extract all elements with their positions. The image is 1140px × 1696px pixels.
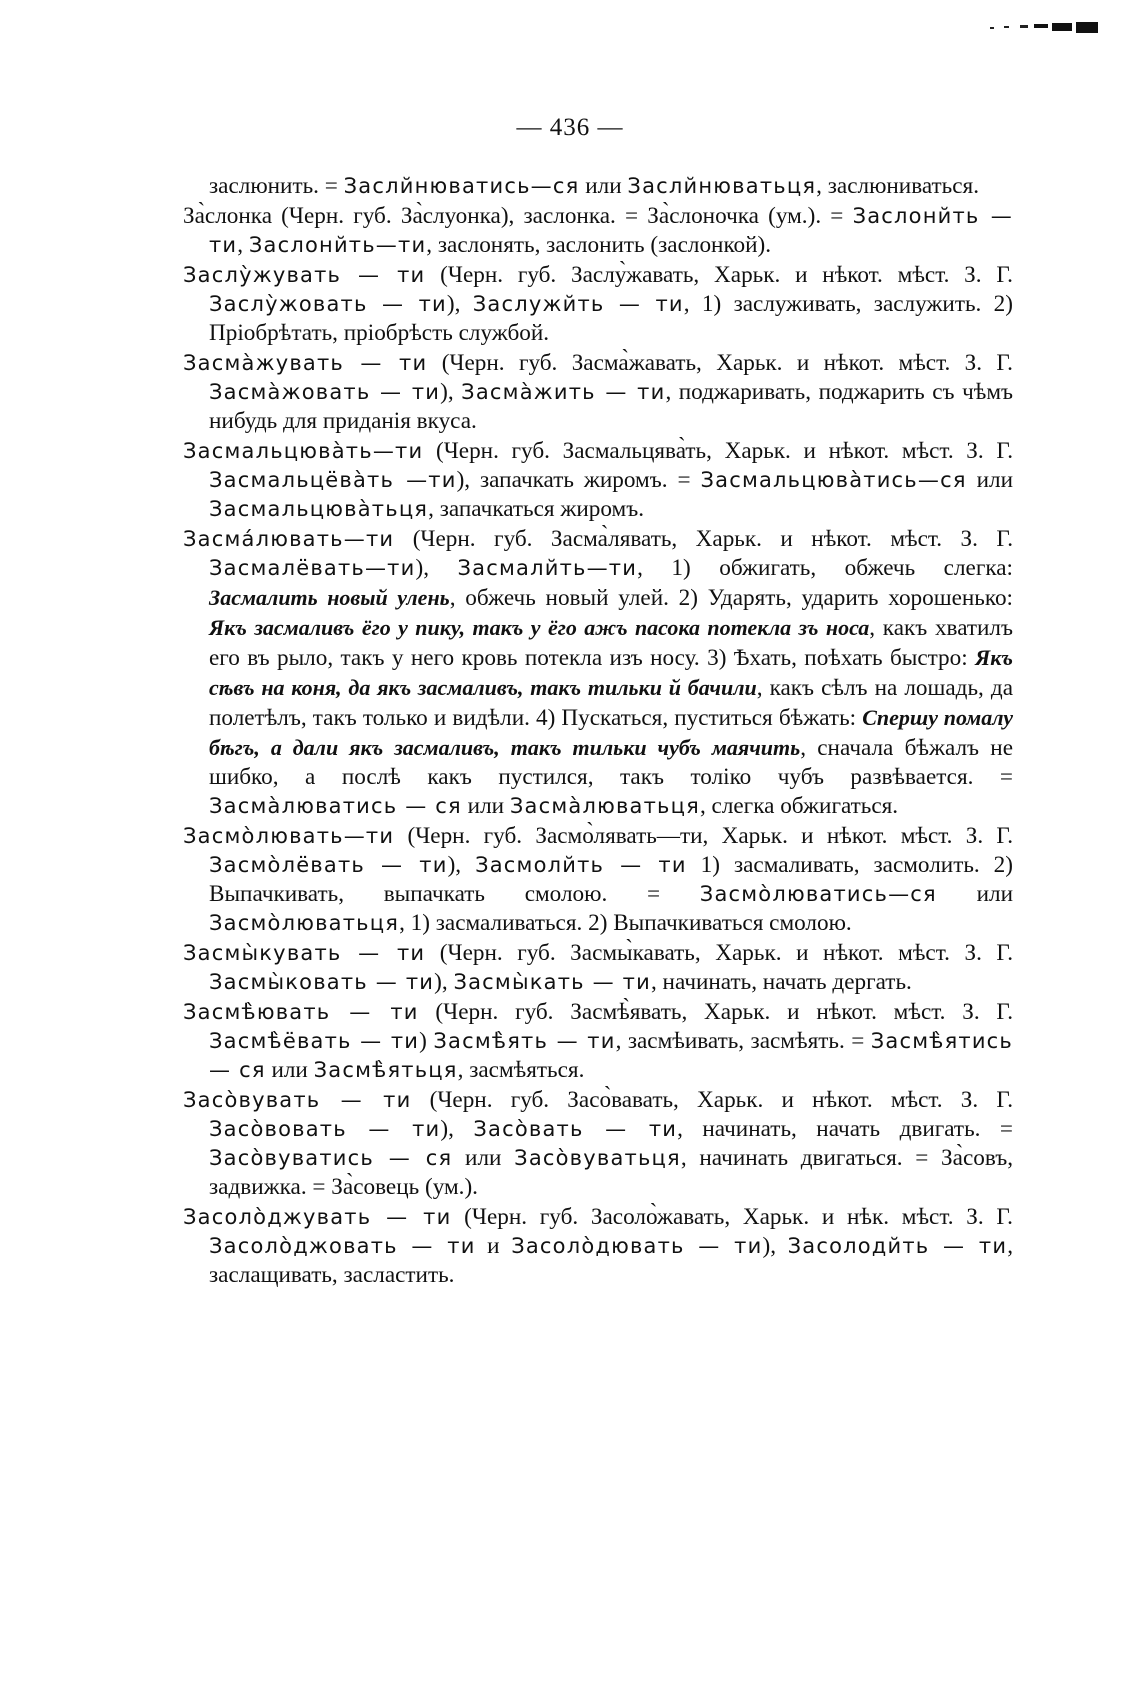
dictionary-entry [183, 349, 1013, 436]
scan-artifact-mark [990, 22, 1100, 36]
headword: Засмѣ̀ять — ти [433, 1029, 616, 1053]
headword: Засма̀жувать — ти [183, 351, 428, 375]
headword: Заслйнюватись—ся [343, 174, 580, 198]
entry-text: , начинать, начать дергать. [650, 969, 912, 995]
headword: Засмолйть — ти [475, 853, 687, 877]
entry-text: , заслонять, заслонить (заслонкой). [426, 232, 772, 258]
dictionary-text [183, 172, 1013, 1290]
usage-example: Засмалить новый улень [209, 585, 450, 610]
dictionary-entry [183, 202, 1013, 260]
headword: Засмо̀люватьця [209, 911, 400, 935]
entry-text: ), [447, 852, 476, 878]
headword: Засмальцюва̀тьця [209, 497, 429, 521]
dictionary-entry [183, 525, 1013, 821]
entry-text: ) [419, 1028, 434, 1054]
entry-text: (Черн. губ. Засма̀лявать, Харьк. и нѣкот. мѣст. З. Г. [394, 526, 1013, 552]
entry-text: , [237, 232, 249, 258]
dictionary-entry [183, 939, 1013, 997]
headword: Засмальцёва̀ть —ти [209, 468, 457, 492]
headword: Засмы̀кать — ти [453, 970, 651, 994]
headword: Засмалйть—ти [457, 556, 638, 580]
headword: Засма̀люватьця [509, 794, 700, 818]
entry-text: ), [440, 1116, 474, 1142]
headword: Засмѣ̀ёвать — ти [209, 1029, 420, 1053]
entry-text: или [966, 467, 1013, 493]
headword: Заслу̀жувать — ти [183, 263, 426, 287]
entry-text: , заслащивать, засластить. [209, 1233, 1013, 1288]
headword: Засолодйть — ти [787, 1234, 1008, 1258]
entry-text: (Черн. губ. Засмо̀лявать—ти, Харьк. и нѣкот. мѣст. З. Г. [394, 823, 1013, 849]
entry-text: (Черн. губ. Заслу̀жавать, Харьк. и нѣкот. мѣст. З. Г. [425, 262, 1013, 288]
entry-text: 1) засмаливать, засмолить. 2) Выпачкивать, выпачкать смолою. = [209, 852, 1013, 907]
entry-text: ), [440, 379, 462, 405]
headword: Заслу̀жовать — ти [209, 292, 447, 316]
headword: Засмѣ̀ятись — ся [209, 1029, 1013, 1082]
dictionary-entry [183, 437, 1013, 524]
headword: Засоло̀джовать — ти [209, 1234, 476, 1258]
headword: Засмо̀люватись—ся [699, 882, 937, 906]
entry-text: , начинать, начать двигать. = [677, 1116, 1013, 1142]
headword: Заслужйть — ти [472, 292, 684, 316]
entry-text: , засмѣяться. [457, 1057, 585, 1083]
entry-text: или [452, 1145, 515, 1171]
headword: Заслонйть—ти [248, 233, 427, 257]
dictionary-entry [183, 998, 1013, 1085]
entry-text: , какъ хватилъ его въ рыло, такъ у него кровь потекла изъ носу. 3) Ѣхать, поѣхать быстро: [209, 615, 1013, 671]
headword: Засоло̀дювать — ти [511, 1234, 763, 1258]
dictionary-entry [183, 822, 1013, 938]
entry-text: или [265, 1057, 314, 1083]
headword: Засмо̀лёвать — ти [209, 853, 448, 877]
entry-text: заслюнить. = [209, 173, 344, 199]
usage-example: Якъ засмаливъ ёго у пику, такъ у ёго ажъ пасока потекла зъ носа [209, 615, 870, 640]
entry-text: ), [434, 969, 454, 995]
entry-text: ), [762, 1233, 788, 1259]
entry-text: , слегка обжигаться. [699, 793, 899, 819]
entry-text: (Черн. губ. Засо̀вавать, Харьк. и нѣкот. мѣст. З. Г. [411, 1087, 1013, 1113]
headword: Засо̀вуватьця [514, 1146, 681, 1170]
entry-text: , сначала бѣжалъ не шибко, а послѣ какъ пустился, такъ толіко чубъ развѣвается. = [209, 735, 1013, 790]
entry-text: ), запачкать жиромъ. = [456, 467, 701, 493]
headword: Засмо̀лювать—ти [183, 824, 395, 848]
headword: Засмалёвать—ти [209, 556, 416, 580]
entry-text: (Черн. губ. Засоло̀жавать, Харьк. и нѣк. мѣст. З. Г. [451, 1204, 1013, 1230]
entry-text: , 1) обжигать, обжечь слегка: [637, 555, 1013, 581]
headword: Засмы̀ковать — ти [209, 970, 435, 994]
headword: Засма̀люватись — ся [209, 794, 462, 818]
headword: Засма̀жовать — ти [209, 380, 441, 404]
entry-text: или [936, 881, 1014, 907]
usage-example: Якъ сѣвъ на коня, да якъ засмаливъ, такъ тильки й бачили [209, 645, 1013, 700]
headword: Заслонйть — ти [209, 204, 1013, 257]
dictionary-entry [183, 1203, 1013, 1290]
entry-text: За̀слонка (Черн. губ. За̀слуонка), заслонка. = За̀слоночка (ум.). = [183, 203, 853, 229]
entry-text: , 1) засмаливаться. 2) Выпачкиваться смолою. [399, 910, 852, 936]
entry-text: и [475, 1233, 512, 1259]
headword: Засо̀вать — ти [473, 1117, 678, 1141]
entry-text: , обжечь новый улей. 2) Ударять, ударить хорошенько: [449, 585, 1013, 611]
entry-text: , 1) заслуживать, заслужить. 2) Пріобрѣтать, пріобрѣсть службой. [209, 291, 1013, 346]
entry-text: , какъ сѣлъ на лошадь, да полетѣлъ, такъ только и видѣли. 4) Пускаться, пуститься бѣжать: [209, 675, 1013, 731]
headword: Засо̀вовать — ти [209, 1117, 441, 1141]
entry-text: ), [415, 555, 458, 581]
entry-text: (Черн. губ. Засмѣ̀явать, Харьк. и нѣкот. мѣст. З. Г. [418, 999, 1014, 1025]
headword: Засмы̀кувать — ти [183, 941, 426, 965]
headword: Засма́лювать—ти [183, 527, 395, 551]
headword: Засоло̀джувать — ти [183, 1205, 452, 1229]
entry-text: , начинать двигаться. = За̀совъ, задвижка. = За̀совець (ум.). [209, 1145, 1014, 1200]
entry-text: или [461, 793, 510, 819]
entry-text: (Черн. губ. Засма̀жавать, Харьк. и нѣкот. мѣст. З. Г. [427, 350, 1013, 376]
dictionary-entry [183, 261, 1013, 348]
headword: Засмальцюва̀тись—ся [700, 468, 967, 492]
entry-text: , поджаривать, поджарить съ чѣмъ нибудь для приданія вкуса. [209, 379, 1013, 434]
entry-text: ), [446, 291, 473, 317]
headword: Засма̀жить — ти [461, 380, 666, 404]
entry-text: (Черн. губ. Засмы̀кавать, Харьк. и нѣкот. мѣст. З. Г. [425, 940, 1014, 966]
headword: Заслйнюватьця [627, 174, 817, 198]
dictionary-entry-continuation [183, 172, 1013, 201]
entry-text: (Черн. губ. Засмальцява̀ть, Харьк. и нѣкот. мѣст. З. Г. [423, 438, 1013, 464]
usage-example: Спершу помалу бѣгъ, а дали якъ засмаливъ, такъ тильки чубъ маячить [209, 705, 1013, 760]
entry-text: , засмѣивать, засмѣять. = [615, 1028, 871, 1054]
headword: Засмѣ̀ятьця [313, 1058, 458, 1082]
headword: Засмѣ̀ювать — ти [183, 1000, 419, 1024]
headword: Засо̀вувать — ти [183, 1088, 412, 1112]
entry-text: или [579, 173, 628, 199]
dictionary-entry [183, 1086, 1013, 1202]
entry-text: , запачкаться жиромъ. [428, 496, 645, 522]
headword: Засмальцюва̀ть—ти [183, 439, 424, 463]
headword: Засо̀вуватись — ся [209, 1146, 453, 1170]
entry-text: , заслюниваться. [816, 173, 980, 199]
page-number: — 436 — [516, 114, 624, 141]
